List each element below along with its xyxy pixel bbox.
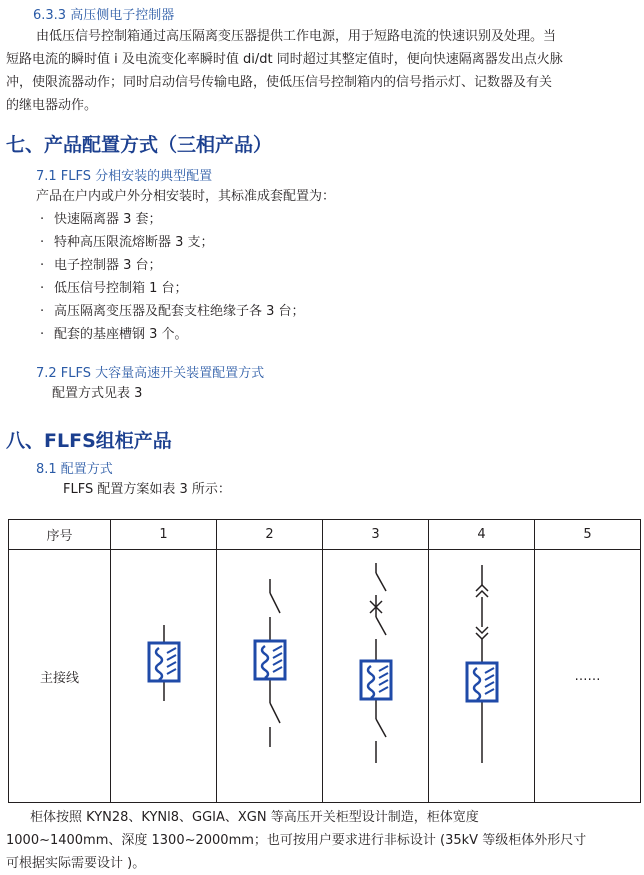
current-limiter-symbol [467,663,497,701]
bullet-item: · 特种高压限流熔断器 3 支； [40,235,214,250]
plug-in-contact [476,627,488,633]
section-71-title: 7.1 FLFS 分相安装的典型配置 [36,169,213,184]
table-row [9,550,641,803]
switch-contact [376,573,386,591]
section-7-heading: 七、产品配置方式（三相产品） [6,134,273,156]
scheme-4-diagram [432,551,532,801]
scheme-2-cell [217,550,323,803]
footer-line-3: 可根据实际需要设计 )。 [6,856,146,871]
scheme-2-diagram [220,551,320,801]
table-col-header: 4 [429,520,535,550]
section-633-line-3: 冲，使限流器动作；同时启动信号传输电路，使低压信号控制箱内的信号指示灯、记数器及有关 [6,75,553,90]
bullet-item: · 配套的基座槽钢 3 个。 [40,327,188,342]
section-8-heading: 八、FLFS组柜产品 [6,430,172,452]
table-col-header: 5 [535,520,641,550]
current-limiter-symbol [255,641,285,679]
scheme-1-diagram [114,551,214,801]
footer-line-1: 柜体按照 KYN28、KYNl8、GGIA、XGN 等高压开关柜型设计制造，柜体宽度 [30,810,479,825]
scheme-3-cell [323,550,429,803]
table-row-label: 主接线 [9,550,111,803]
bullet-item: · 低压信号控制箱 1 台； [40,281,188,296]
switch-contact [376,617,386,635]
table-header-row [9,520,641,550]
scheme-5-cell: …… [535,550,641,803]
config-table [8,519,641,803]
section-71-intro: 产品在户内或户外分相安装时，其标准成套配置为： [36,189,336,204]
current-limiter-symbol [361,661,391,699]
scheme-4-cell [429,550,535,803]
switch-contact [270,703,280,723]
config-bullet-list [40,208,305,346]
scheme-3-diagram [326,551,426,801]
section-81-text: FLFS 配置方案如表 3 所示： [63,482,231,497]
section-633-line-2: 短路电流的瞬时值 i 及电流变化率瞬时值 di/dt 同时超过其整定值时，便向快速隔离器发出点火脉 [6,52,563,67]
section-81-title: 8.1 配置方式 [36,462,113,477]
section-633-title: 6.3.3 高压侧电子控制器 [33,8,175,23]
switch-contact [376,719,386,737]
section-633-line-1: 由低压信号控制箱通过高压隔离变压器提供工作电源，用于短路电流的快速识别及处理。当 [36,29,557,44]
table-col-header: 3 [323,520,429,550]
section-72-title: 7.2 FLFS 大容量高速开关装置配置方式 [36,366,265,381]
bullet-item: · 高压隔离变压器及配套支柱绝缘子各 3 台； [40,304,305,319]
bullet-item: · 电子控制器 3 台； [40,258,162,273]
section-633-line-4: 的继电器动作。 [6,98,98,113]
table-col-header: 2 [217,520,323,550]
table-header-label: 序号 [9,520,111,550]
bullet-item: · 快速隔离器 3 套； [40,212,162,227]
section-72-text: 配置方式见表 3 [52,386,143,401]
current-limiter-symbol [149,643,179,681]
footer-line-2: 1000~1400mm、深度 1300~2000mm；也可按用户要求进行非标设计 (35kV 等级柜体外形尺寸 [6,833,587,848]
table-col-header: 1 [111,520,217,550]
switch-contact [270,593,280,613]
scheme-1-cell [111,550,217,803]
